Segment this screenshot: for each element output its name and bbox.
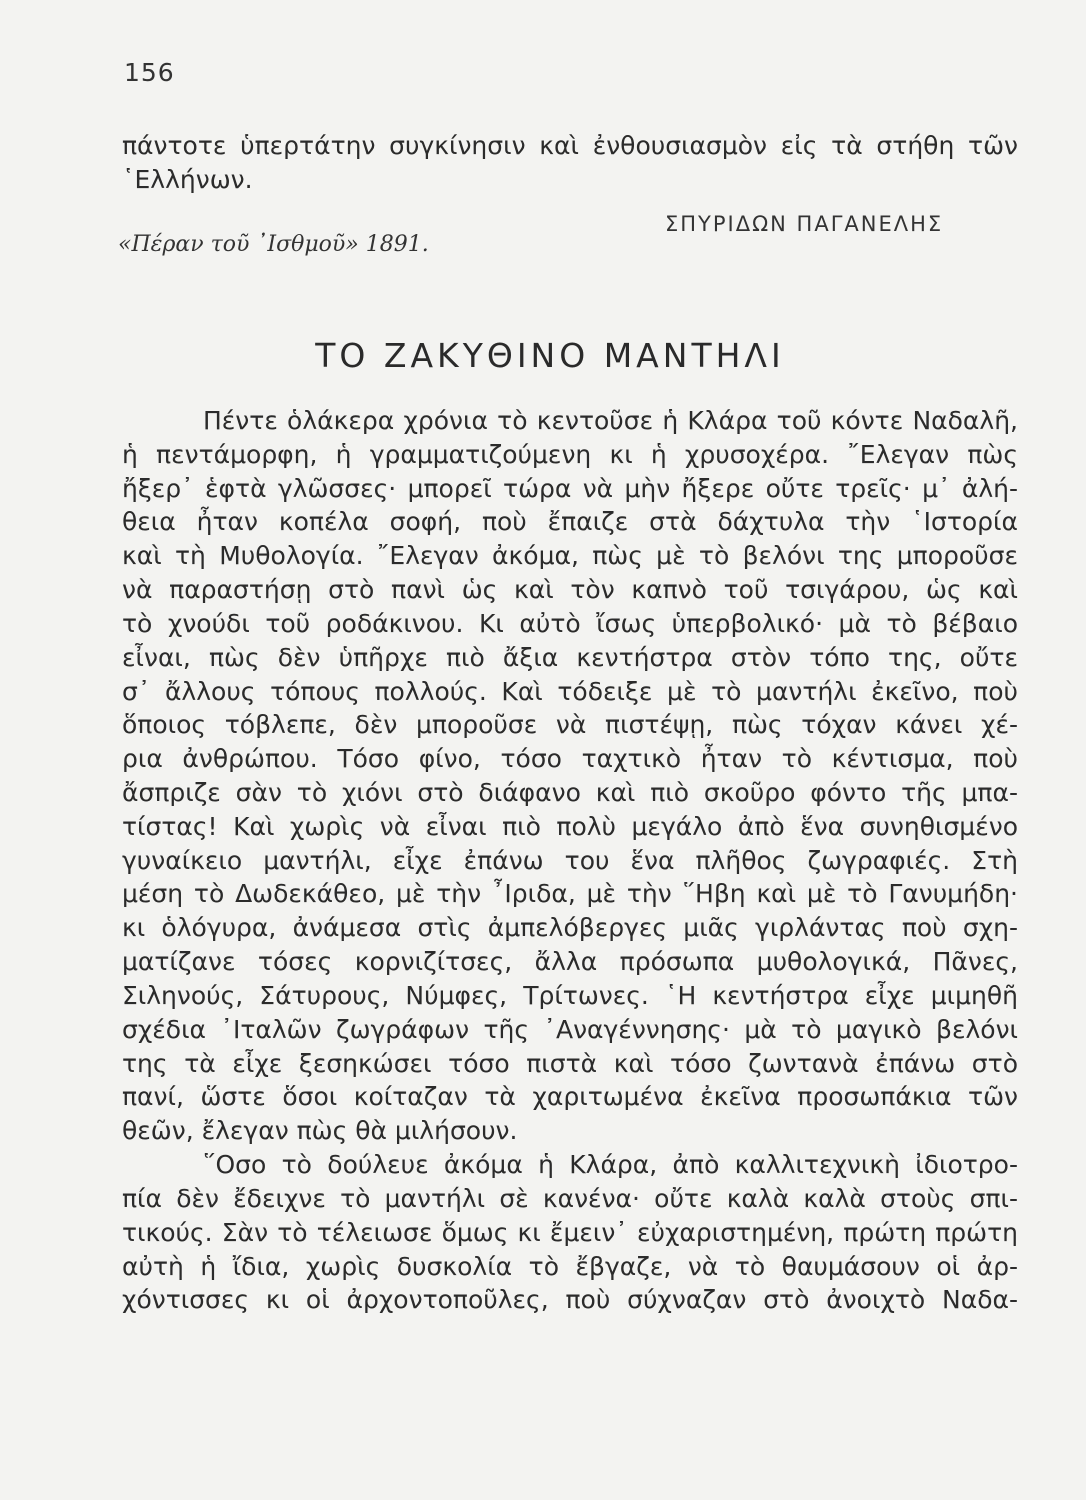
story-line: χόντισσες κι οἱ ἀρχοντοποῦλες, ποὺ σύχναζαν στὸ ἀνοιχτὸ Ναδα- — [122, 1285, 1018, 1314]
story-line: ὅποιος τόβλεπε, δὲν μποροῦσε νὰ πιστέψῃ, πὼς τόχαν κάνει χέ- — [122, 710, 1018, 739]
author-signature: ΣΠΥΡΙΔΩΝ ΠΑΓΑΝΕΛΗΣ — [665, 212, 944, 236]
story-title: ΤΟ ΖΑΚΥΘΙΝΟ ΜΑΝΤΗΛΙ — [315, 336, 785, 375]
story-line: ῞Οσο τὸ δούλευε ἀκόμα ἡ Κλάρα, ἀπὸ καλλιτεχνικὴ ἰδιοτρο- — [203, 1150, 1018, 1179]
story-line: ματίζανε τόσες κορνιζίτσες, ἄλλα πρόσωπα μυθολογικά, Πᾶνες, — [122, 947, 1018, 976]
prev-text-line-1: πάντοτε ὑπερτάτην συγκίνησιν καὶ ἐνθουσιασμὸν εἰς τὰ στήθη τῶν — [122, 131, 1018, 160]
story-line: σ᾿ ἄλλους τόπους πολλούς. Καὶ τόδειξε μὲ τὸ μαντήλι ἐκεῖνο, ποὺ — [122, 677, 1018, 706]
story-line: Πέντε ὁλάκερα χρόνια τὸ κεντοῦσε ἡ Κλάρα τοῦ κόντε Ναδαλῆ, — [203, 406, 1018, 435]
page-number: 156 — [124, 58, 175, 87]
story-line: σχέδια ᾿Ιταλῶν ζωγράφων τῆς ᾿Αναγέννησης· μὰ τὸ μαγικὸ βελόνι — [122, 1015, 1018, 1044]
story-line: της τὰ εἶχε ξεσηκώσει τόσο πιστὰ καὶ τόσο ζωντανὰ ἐπάνω στὸ — [122, 1049, 1018, 1078]
story-line: πανί, ὥστε ὅσοι κοίταζαν τὰ χαριτωμένα ἐκεῖνα προσωπάκια τῶν — [122, 1082, 1018, 1111]
story-line: πία δὲν ἔδειχνε τὸ μαντήλι σὲ κανένα· οὔτε καλὰ καλὰ στοὺς σπι- — [122, 1184, 1018, 1213]
story-line: ἡ πεντάμορφη, ἡ γραμματιζούμενη κι ἡ χρυσοχέρα. ῎Ελεγαν πὼς — [122, 440, 1018, 469]
story-line: νὰ παραστήσῃ στὸ πανὶ ὡς καὶ τὸν καπνὸ τοῦ τσιγάρου, ὡς καὶ — [122, 575, 1018, 604]
story-line: θεια ἦταν κοπέλα σοφή, ποὺ ἔπαιζε στὰ δάχτυλα τὴν ῾Ιστορία — [122, 507, 1018, 536]
story-line: γυναίκειο μαντήλι, εἶχε ἐπάνω του ἕνα πλῆθος ζωγραφιές. Στὴ — [122, 846, 1018, 875]
story-line: εἶναι, πὼς δὲν ὑπῆρχε πιὸ ἄξια κεντήστρα στὸν τόπο της, οὔτε — [122, 643, 1018, 672]
story-line: τὸ χνούδι τοῦ ροδάκινου. Κι αὐτὸ ἴσως ὑπερβολικό· μὰ τὸ βέβαιο — [122, 609, 1018, 638]
story-line: καὶ τὴ Μυθολογία. ῎Ελεγαν ἀκόμα, πὼς μὲ τὸ βελόνι της μποροῦσε — [122, 541, 1018, 570]
prev-text-line-2: ῾Ελλήνων. — [122, 165, 253, 194]
story-line: τικούς. Σὰν τὸ τέλειωσε ὅμως κι ἔμειν᾿ εὐχαριστημένη, πρώτη πρώτη — [122, 1218, 1018, 1247]
story-line: ἤξερ᾿ ἑφτὰ γλῶσσες· μπορεῖ τώρα νὰ μὴν ἤξερε οὔτε τρεῖς· μ᾿ ἀλή- — [122, 474, 1018, 503]
story-line: μέση τὸ Δωδεκάθεο, μὲ τὴν ῏Ιριδα, μὲ τὴν ῞Ηβη καὶ μὲ τὸ Γανυμήδη· — [122, 879, 1018, 908]
story-line: θεῶν, ἔλεγαν πὼς θὰ μιλήσουν. — [122, 1116, 518, 1145]
story-line: αὐτὴ ἡ ἴδια, χωρὶς δυσκολία τὸ ἔβγαζε, νὰ τὸ θαυμάσουν οἱ ἀρ- — [122, 1252, 1018, 1281]
story-line: τίστας! Καὶ χωρὶς νὰ εἶναι πιὸ πολὺ μεγάλο ἀπὸ ἕνα συνηθισμένο — [122, 812, 1018, 841]
story-line: ρια ἀνθρώπου. Τόσο φίνο, τόσο ταχτικὸ ἦταν τὸ κέντισμα, ποὺ — [122, 744, 1018, 773]
source-citation: «Πέραν τοῦ ᾿Ισθμοῦ» 1891. — [118, 232, 429, 257]
story-line: ἄσπριζε σὰν τὸ χιόνι στὸ διάφανο καὶ πιὸ σκοῦρο φόντο τῆς μπα- — [122, 778, 1018, 807]
story-line: κι ὁλόγυρα, ἀνάμεσα στὶς ἀμπελόβεργες μιᾶς γιρλάντας ποὺ σχη- — [122, 913, 1018, 942]
story-line: Σιληνούς, Σάτυρους, Νύμφες, Τρίτωνες. ῾Η κεντήστρα εἶχε μιμηθῆ — [122, 981, 1018, 1010]
